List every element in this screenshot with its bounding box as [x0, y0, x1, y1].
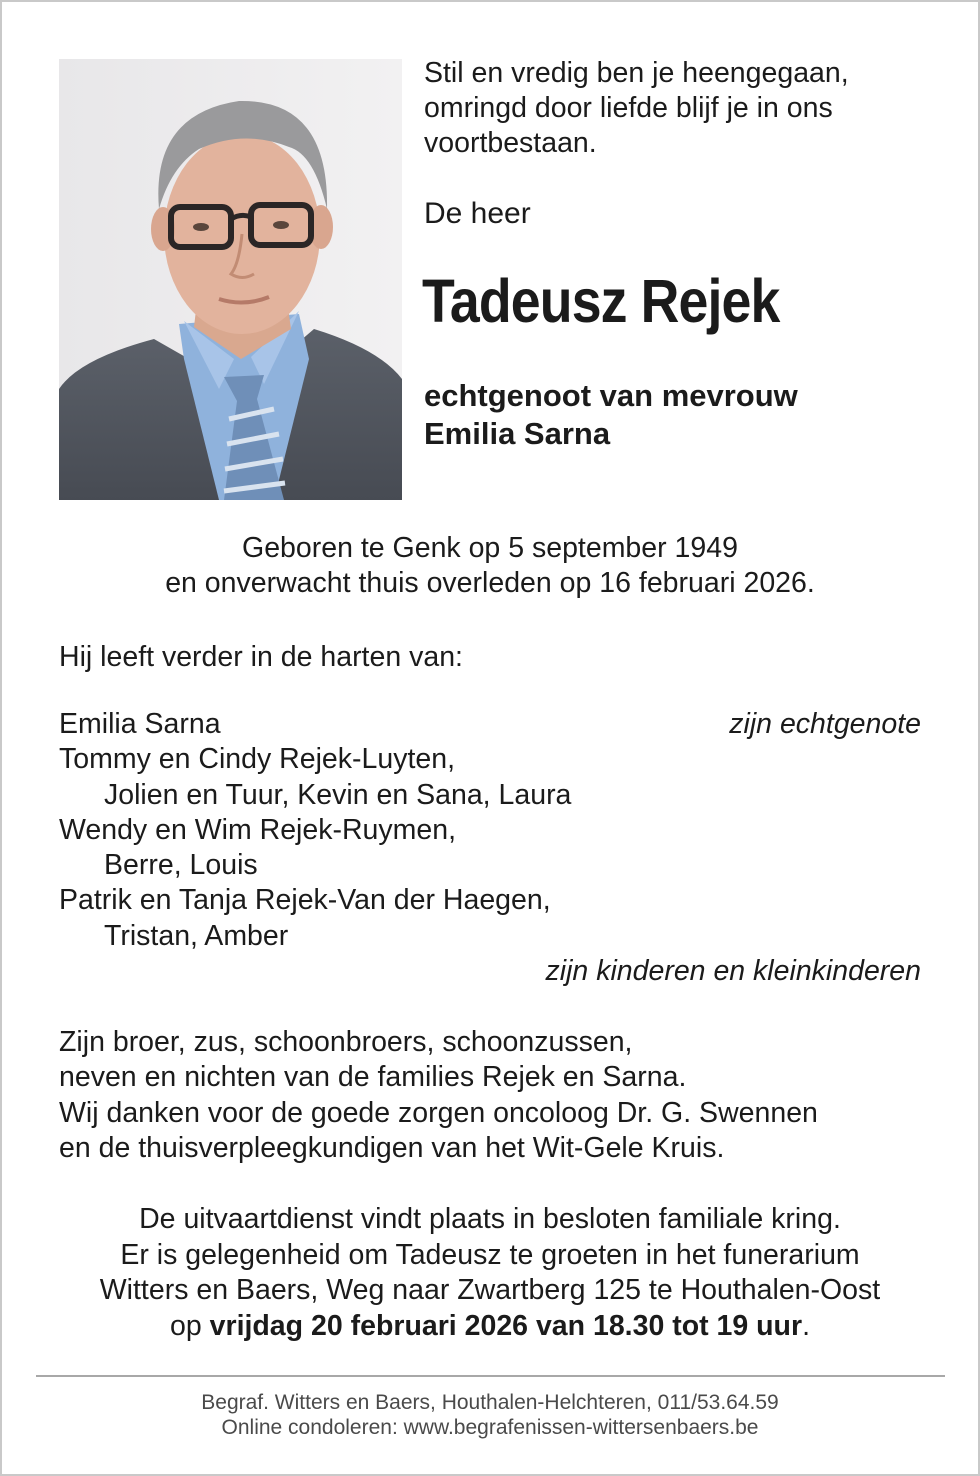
service-line: Er is gelegenheid om Tadeusz te groeten in het funerarium — [120, 1238, 860, 1271]
family-relation: zijn kinderen en kleinkinderen — [545, 955, 921, 988]
divider — [36, 1375, 945, 1377]
salutation: De heer — [424, 197, 531, 230]
family-intro: Hij leeft verder in de harten van: — [59, 641, 463, 673]
family-member: Jolien en Tuur, Kevin en Sana, Laura — [104, 778, 572, 811]
spouse-name: Emilia Sarna — [424, 416, 611, 451]
portrait-illustration — [59, 59, 402, 500]
death-line: en onverwacht thuis overleden op 16 februari 2026. — [165, 567, 815, 599]
birth-line: Geboren te Genk op 5 september 1949 — [242, 532, 738, 564]
service-date: vrijdag 20 februari 2026 van 18.30 tot 19 uur — [209, 1309, 803, 1342]
relatives-line: Zijn broer, zus, schoonbroers, schoonzussen, — [59, 1026, 633, 1058]
service-line: Witters en Baers, Weg naar Zwartberg 125 te Houthalen-Oost — [99, 1274, 881, 1306]
funeral-home-line: Begraf. Witters en Baers, Houthalen-Helchteren, 011/53.64.59 — [201, 1391, 779, 1414]
service-line: De uitvaartdienst vindt plaats in besloten familiale kring. — [139, 1203, 841, 1235]
family-row — [59, 954, 921, 989]
family-member: Emilia Sarna — [59, 708, 221, 740]
service-date-suffix: . — [802, 1309, 810, 1342]
family-row — [59, 813, 921, 848]
poem — [424, 56, 944, 161]
family-row — [59, 883, 921, 918]
family-member: Patrik en Tanja Rejek-Van der Haegen, — [59, 884, 551, 917]
family-member: Tristan, Amber — [104, 919, 289, 952]
relatives-and-thanks — [59, 1025, 818, 1166]
thanks-line: Wij danken voor de goede zorgen oncoloog Dr. G. Swennen — [59, 1096, 818, 1129]
service-date-prefix: op — [170, 1309, 210, 1342]
family-member: Berre, Louis — [104, 849, 258, 882]
birth-death-text — [0, 531, 980, 601]
family-relation: zijn echtgenote — [729, 708, 921, 740]
thanks-line: en de thuisverpleegkundigen van het Wit-Gele Kruis. — [59, 1131, 725, 1164]
portrait-photo — [59, 59, 402, 500]
poem-line: Stil en vredig ben je heengegaan, — [424, 57, 849, 89]
family-row — [59, 919, 921, 954]
family-member: Tommy en Cindy Rejek-Luyten, — [59, 743, 455, 776]
deceased-name: Tadeusz Rejek — [422, 267, 780, 335]
family-row — [59, 742, 921, 777]
spouse-block — [424, 377, 798, 453]
family-member: Wendy en Wim Rejek-Ruymen, — [59, 813, 457, 846]
poem-line: voortbestaan. — [424, 127, 597, 159]
service-date-line — [0, 1309, 980, 1345]
condolence-line: Online condoleren: www.begrafenissen-wittersenbaers.be — [221, 1416, 759, 1439]
poem-line: omringd door liefde blijf je in ons — [424, 92, 833, 124]
service-info — [0, 1202, 980, 1344]
spouse-line: echtgenoot van mevrouw — [424, 378, 798, 413]
family-row — [59, 778, 921, 813]
family-row — [59, 848, 921, 883]
family-list — [59, 707, 921, 989]
footer — [0, 1390, 980, 1440]
family-row — [59, 707, 921, 742]
relatives-line: neven en nichten van de families Rejek en Sarna. — [59, 1061, 687, 1094]
